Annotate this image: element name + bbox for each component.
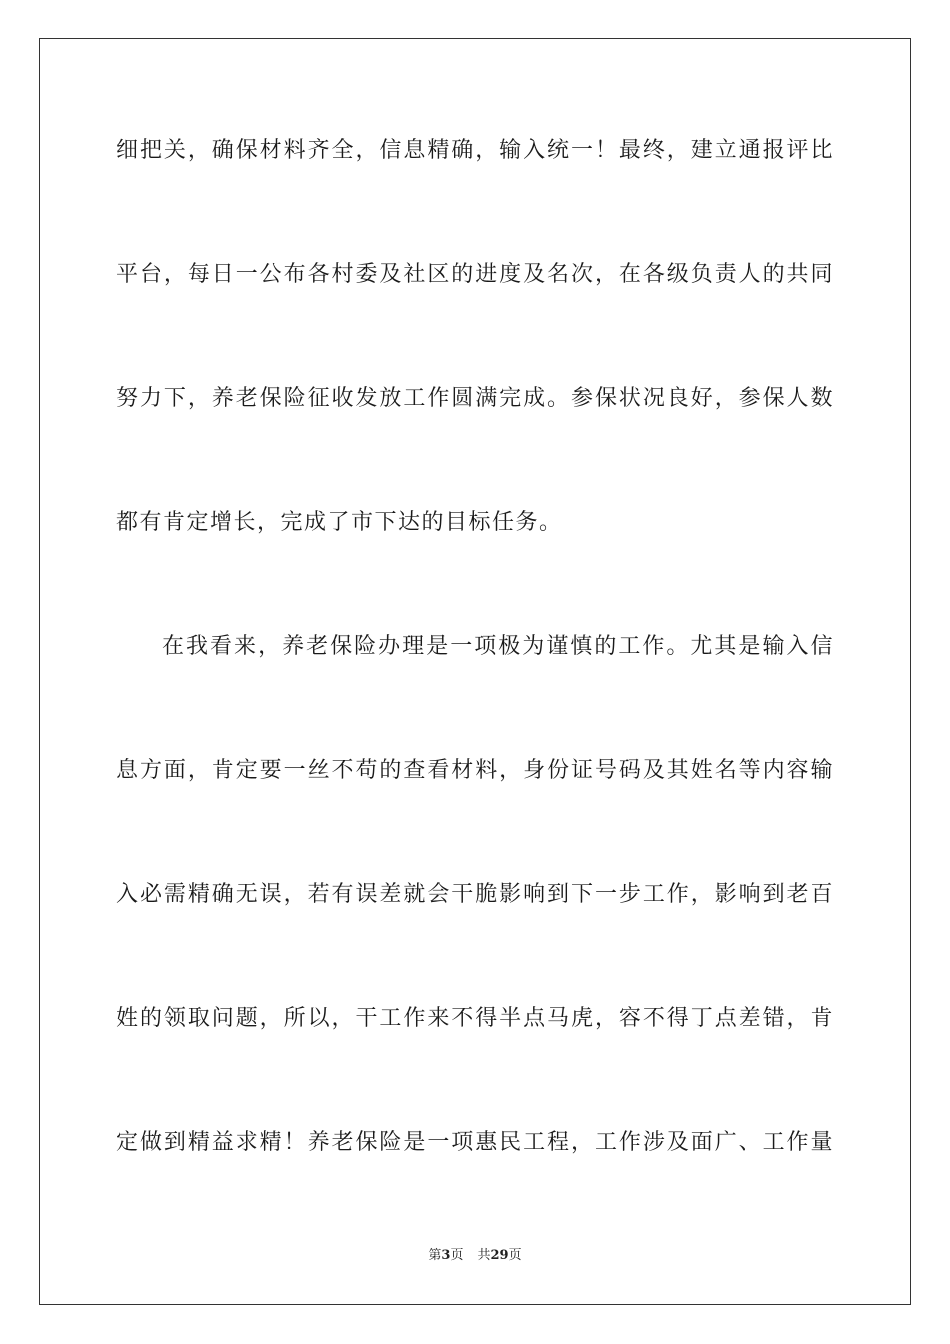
page-footer bbox=[0, 1247, 950, 1265]
total-pages: 29 bbox=[490, 1248, 509, 1263]
paragraph-1-line-1: 细把关，确保材料齐全，信息精确，输入统一！最终，建立通报评比 bbox=[116, 138, 834, 163]
paragraph-2-line-4: 姓的领取问题，所以，干工作来不得半点马虎，容不得丁点差错，肯 bbox=[116, 1006, 834, 1031]
page-number: 3 bbox=[441, 1248, 451, 1263]
paragraph-1-line-2: 平台，每日一公布各村委及社区的进度及名次，在各级负责人的共同 bbox=[116, 262, 834, 287]
paragraph-2-line-2: 息方面，肯定要一丝不苟的查看材料，身份证号码及其姓名等内容输 bbox=[116, 758, 834, 783]
total-prefix: 共 bbox=[477, 1248, 491, 1263]
page-prefix: 第 bbox=[428, 1248, 442, 1263]
page-suffix: 页 bbox=[450, 1248, 464, 1263]
paragraph-1-line-3: 努力下，养老保险征收发放工作圆满完成。参保状况良好，参保人数 bbox=[116, 386, 834, 411]
page-border bbox=[39, 38, 911, 1305]
total-suffix: 页 bbox=[508, 1248, 522, 1263]
paragraph-2-line-5: 定做到精益求精！养老保险是一项惠民工程，工作涉及面广、工作量 bbox=[116, 1130, 834, 1155]
paragraph-2-line-1: 在我看来，养老保险办理是一项极为谨慎的工作。尤其是输入信 bbox=[162, 634, 834, 659]
paragraph-1-line-4: 都有肯定增长，完成了市下达的目标任务。 bbox=[116, 510, 563, 535]
paragraph-2-line-3: 入必需精确无误，若有误差就会干脆影响到下一步工作，影响到老百 bbox=[116, 882, 834, 907]
